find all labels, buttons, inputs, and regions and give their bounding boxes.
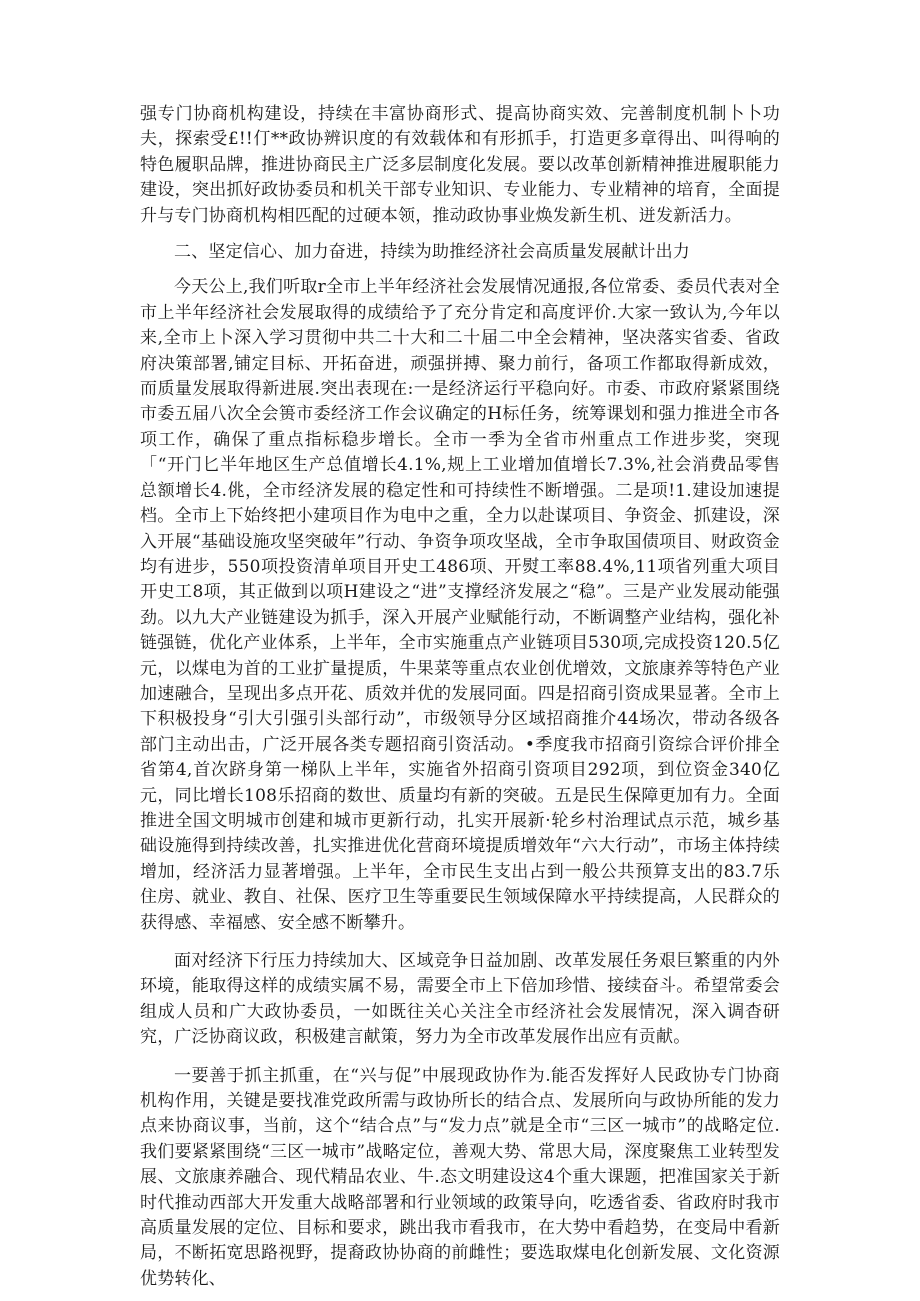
paragraph-2: 今天公上,我们听取r全市上半年经济社会发展情况通报,各位常委、委员代表对全市上半年经济社会发展取得的成绩给予了充分肯定和高度评价.大家一致认为,今年以来,全市上卜深入学习贯彻中共二十大和二十届二中全会精神，坚决落实省委、省政府决策部署,铺定目标、开拓奋进，顽强拼搏、聚力前行，备项工作都取得新成效，而质量发展取得新进展.突出表现在:一是经济运行平稳向好。市委、市政府紧紧围绕市委五届八次全会篑市委经济工作会议确定的H标任务，统筹课划和强力推进全市各项工作，确保了重点指标稳步增长。全市一季为全省市州重点工作进步奖，突现「“开门匕半年地区生产总值增长4.1%,规上工业增加值增长7.3%,社会消费品零售总额增长4.佻，全市经济发展的稳定性和可持续性不断增强。二是项!1.建设加速提档。全市上下始终把小建项目作为电中之重，全力以赴谋项目、争资金、抓建设，深入开展“基础设施攻坚突破年”行动、争资争项攻坚战，全市争取国债项目、财政资金均有进步，550项投资清单项目开史工486项、开熨工率88.4%,11项省列重大项目开史工8项，其正做到以项H建设之“进”支撑经济发展之“稳”。三是产业发展动能强劲。以九大产业链建设为抓手，深入开展产业赋能行动，不断调整产业结构，强化补链强链，优化产业体系，上半年，全市实施重点产业链项目530项,完成投资120.5亿元，以煤电为首的工业扩量提质，牛果菜等重点农业创优增效，文旅康养等特色产业加速融合，呈现出多点开花、质效并优的发展同面。四是招商引资成果显著。全市上下积极投身“引大引强引头部行动”，市级领导分区域招商推介44场次，带动各级各部门主动出击，广泛开展各类专题招商引资活动。•季度我市招商引资综合评价排全省第4,首次跻身第一梯队上半年，实施省外招商引资项目292项，到位资金340亿元，同比增长108乐招商的数世、质量均有新的突破。五是民生保障更加有力。全面推进全国文明城市创建和城市更新行动，扎实开展新·轮乡村治理试点示范，城乡基础设施得到持续改善，扎实推进优化营商环境提质增效年“六大行动”，市场主体持续增加，经济活力显著增强。上半年，全市民生支出占到一般公共预算支出的83.7乐住房、就业、教自、社保、医疗卫生等重要民生领域保障水平持续提高，人民群众的获得感、幸福感、安全感不断攀升。 — [140, 277, 780, 933]
section-heading: 二、坚定信心、加力奋进，持续为助推经济社会高质量发展献计出力 — [174, 242, 690, 263]
paragraph-3: 面对经济下行压力持续加大、区域竞争日益加剧、改革发展任务艰巨繁重的内外环境，能取得这样的成绩实属不易，需要全市上下倍加珍惜、接续奋斗。希望常委会组成人员和广大政协委员，一如既往关心关注全市经济社会发展情况，深入调杳研究，广泛协商议政，积极建言献策，努力为全市改革发展作出应有贡献。 — [140, 951, 780, 1048]
paragraph-1: 强专门协商机构建设，持续在丰富协商形式、提高协商实效、完善制度机制卜卜功夫，探索受£!!仃**政协辨识度的有效载体和有形抓手，打造更多章得出、叫得响的特色履职品牌，推进协商民主广泛多层制度化发展。要以改革创新精神推进履职能力建设，突出抓好政协委员和机关干部专业知识、专业能力、专业精神的培育，全面提升与专门协商机构相匹配的过硬本领，推动政协事业焕发新生机、迸发新活力。 — [140, 104, 780, 226]
document-page — [140, 102, 780, 1292]
paragraph-4: 一要善于抓主抓重，在“兴与促”中展现政协作为.能否发挥好人民政协专门协商机构作用，关键是要找准党政所需与政协所长的结合点、发展所向与政协所能的发力点来协商议事，当前，这个“结合点”与“发力点”就是全市“三区一城市”的战略定位.我们要紧紧围绕“三区一城市”战略定位，善观大势、常思大局，深度聚焦工业转型发展、文旅康养融合、现代精品农业、牛.态文明建设这4个重大课题，把准国家关于新时代推动西部大开发重大战略部署和行业领域的政策导向，吃透省委、省政府时我市高质量发展的定位、目标和要求，跳出我市看我市，在大势中看趋势，在变局中看新局，不断拓宽思路视野，提裔政协协商的前雌性；要选取煤电化创新发展、文化资源优势转化、 — [140, 1065, 780, 1289]
